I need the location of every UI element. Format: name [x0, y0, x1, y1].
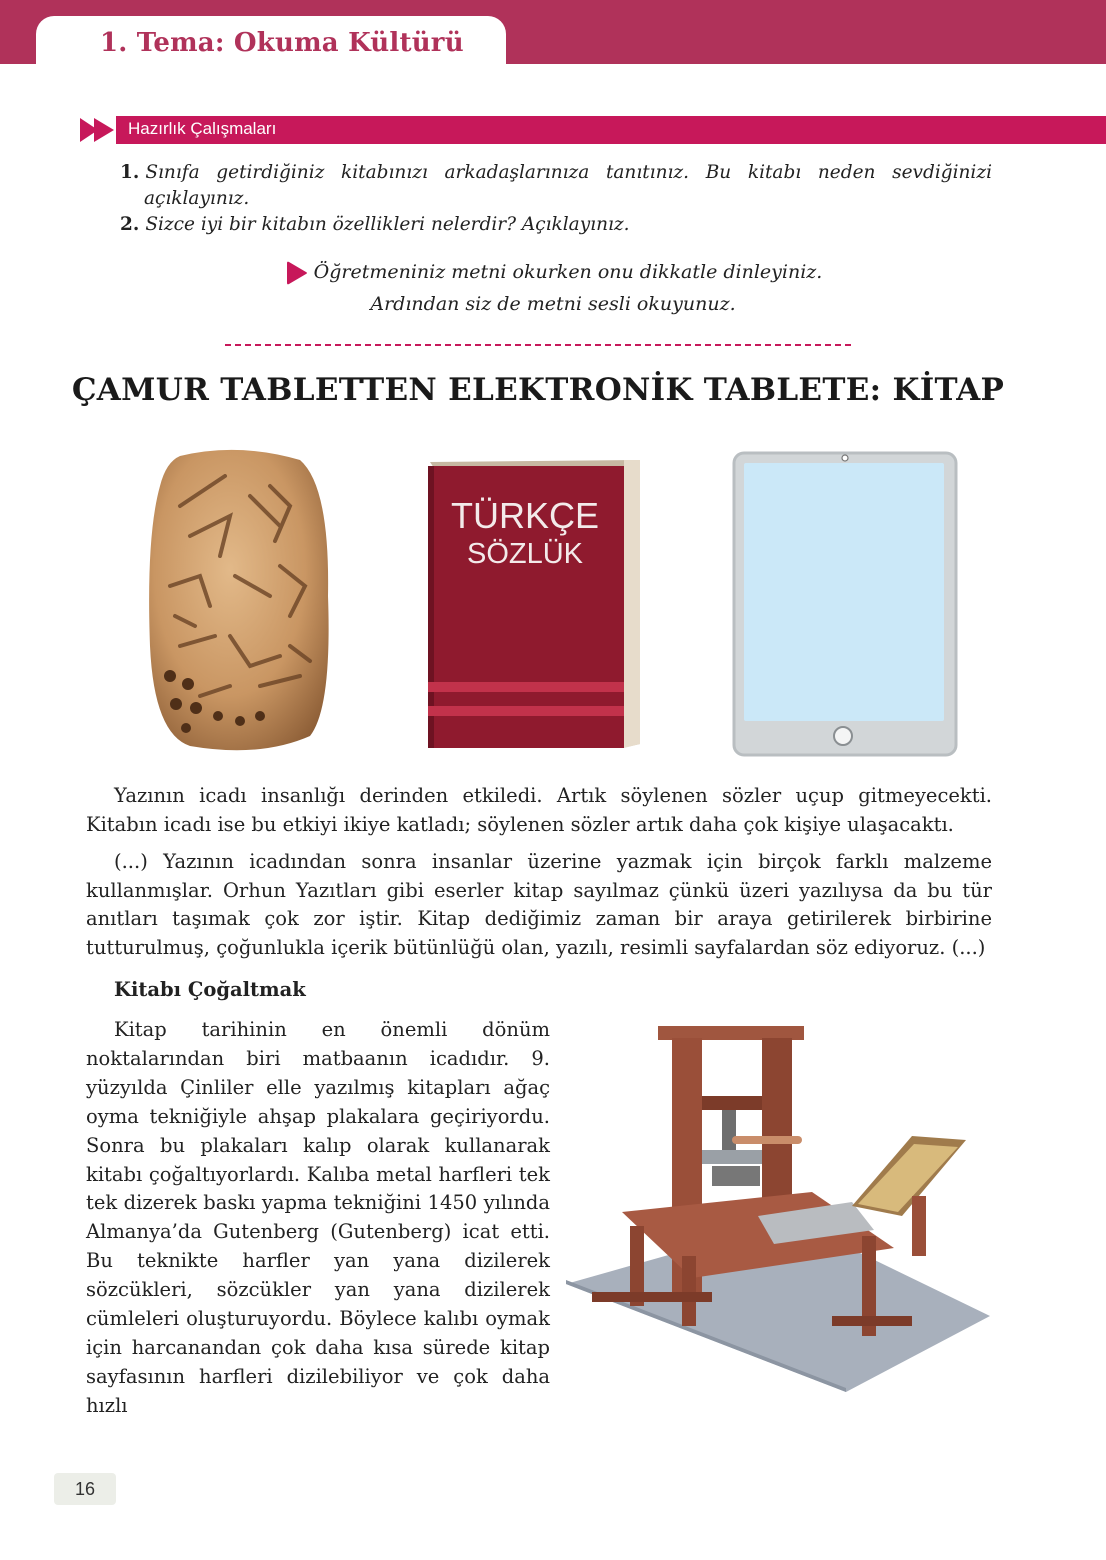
question-item	[120, 212, 992, 238]
arrow-icon	[284, 261, 308, 285]
dashed-divider	[225, 344, 851, 346]
subheading: Kitabı Çoğaltmak	[114, 978, 306, 1001]
theme-title: 1. Tema: Okuma Kültürü	[100, 28, 464, 58]
paragraph: Yazının icadı insanlığı derinden etkiledi. Artık söylenen sözler uçup gitmeyecekti. Kitabın icadı ise bu etkiyi ikiye katladı; söylenen sözler artık daha çok kişiye ulaşacaktı.	[86, 784, 992, 836]
clay-tablet-image	[140, 446, 336, 758]
question-item	[120, 160, 992, 186]
double-arrow-icon	[78, 116, 122, 144]
printing-press-image	[562, 1016, 992, 1394]
instruction-text: Öğretmeniniz metni okurken onu dikkatle dinleyiniz.	[313, 261, 823, 283]
question-text: Sizce iyi bir kitabın özellikleri nelerdir? Açıklayınız.	[145, 214, 630, 235]
book-title-line-1: TÜRKÇE	[450, 495, 599, 536]
column-paragraph: Kitap tarihinin en önemli dönüm noktalarından biri matbaanın icadıdır. 9. yüzyılda Çinliler elle yazılmış kitapları ağaç oyma tekniğiyle ahşap plakalara geçiriyordu. Sonra bu plakaları kalıp olarak kullanarak kitabı çoğaltıyorlardı. Kalıba metal harfleri tek tek dizerek baskı yapma tekniğini 1450 yılında Almanya’da Gutenberg (Gutenberg) icat etti. Bu teknikte harfler yan yana dizilerek sözcükleri, sözcükler yan yana dizilerek cümleleri oluşturuyordu. Böylece kalıbı oymak için harcanandan çok daha kısa sürede kitap sayfasının harfleri dizilebiliyor ve çok daha hızlı	[86, 1018, 550, 1417]
book-title-line-2: SÖZLÜK	[466, 538, 584, 570]
preparation-label: Hazırlık Çalışmaları	[128, 119, 277, 138]
instruction-line-2: Ardından siz de metni sesli okuyunuz.	[370, 293, 736, 315]
page-number: 16	[54, 1473, 116, 1505]
question-text-continued: açıklayınız.	[144, 188, 250, 209]
question-text: Sınıfa getirdiğiniz kitabınızı arkadaşlarınıza tanıtınız. Bu kitabı neden sevdiğinizi	[145, 162, 992, 183]
question-number: 2.	[120, 214, 140, 235]
electronic-tablet-image	[732, 451, 958, 757]
reading-title: ÇAMUR TABLETTEN ELEKTRONİK TABLETE: KİTAP	[71, 372, 1005, 408]
instruction-line-1	[0, 261, 1106, 285]
paragraph: (...) Yazının icadından sonra insanlar üzerine yazmak için birçok farklı malzeme kullanmışlar. Orhun Yazıtları gibi eserler kitap sayılmaz çünkü üzeri yazılıysa da bu tür anıtları taşımak çok zor iştir. Kitap dediğimiz zaman bir araya getirilerek birbirine tutturulmuş, çoğunlukla içerik bütünlüğü olan, yazılı, resimli sayfalardan söz ediyoruz. (...)	[86, 850, 992, 959]
book-cover-title	[430, 496, 620, 572]
question-list	[120, 160, 992, 238]
question-number: 1.	[120, 162, 140, 183]
body-text	[86, 782, 992, 971]
